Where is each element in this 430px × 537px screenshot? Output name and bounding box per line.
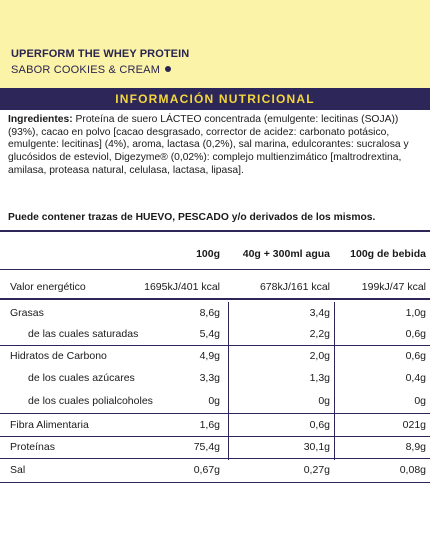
fiber-serving: 0,6g [309,419,330,431]
saturated-serving: 2,2g [309,328,330,340]
sugars-serving: 1,3g [309,372,330,384]
saturated-100g: 5,4g [199,328,220,340]
product-flavor [11,64,171,76]
energy-rule [0,298,430,300]
fats-100g-drink: 1,0g [405,307,426,319]
polyols-100g-drink: 0g [414,395,426,407]
ingredients-block [8,114,426,178]
energy-100g-drink: 199kJ/47 kcal [361,281,426,293]
fats-rule [0,345,430,346]
salt-100g: 0,67g [193,464,220,476]
allergen-traces: Puede contener trazas de HUEVO, PESCADO y/o derivados de los mismos. [8,212,376,223]
protein-serving: 30,1g [303,441,330,453]
polyols-100g: 0g [208,395,220,407]
salt-serving: 0,27g [303,464,330,476]
protein-rule [0,458,430,459]
protein-100g: 75,4g [193,441,220,453]
row-label-saturated: de las cuales saturadas [28,328,139,340]
fiber-100g: 1,6g [199,419,220,431]
fiber-rule [0,436,430,437]
row-label-energy: Valor energético [10,281,86,293]
carbs-100g-drink: 0,6g [405,350,426,362]
saturated-100g-drink: 0,6g [405,328,426,340]
salt-100g-drink: 0,08g [399,464,426,476]
header-rule [0,269,430,270]
polyols-serving: 0g [318,395,330,407]
protein-100g-drink: 8,9g [405,441,426,453]
energy-100g: 1695kJ/401 kcal [144,281,220,293]
table-bottom-rule [0,482,430,483]
table-top-rule [0,230,430,232]
carbs-rule [0,413,430,414]
row-label-sugars: de los cuales azúcares [28,372,135,384]
energy-serving: 678kJ/161 kcal [259,281,330,293]
col-header-100g-drink: 100g de bebida [350,248,426,260]
bullet-dot-icon [165,66,171,72]
product-title: UPERFORM THE WHEY PROTEIN [11,48,190,60]
carbs-serving: 2,0g [309,350,330,362]
row-label-fats: Grasas [10,307,44,319]
row-label-carbs: Hidratos de Carbono [10,350,107,362]
ingredients-text: Proteína de suero LÁCTEO concentrada (emulgente: lecitinas (SOJA)) (93%), cacao en polvo [cacao desgrasado, corrector de acidez: carbonato potásico, emulgente: lecitinas] (4%), aroma, lactasa (0,2%), sal marina, edulcorantes: sucralosa y glucósidos de esteviol, Digezyme® (0,02%): complejo multienzimático [maltrodrextina, amilasa, proteasa natural, celulasa, lactasa, lipasa]. [8,114,409,176]
sugars-100g: 3,3g [199,372,220,384]
fats-100g: 8,6g [199,307,220,319]
sugars-100g-drink: 0,4g [405,372,426,384]
fiber-100g-drink: 021g [402,419,426,431]
row-label-protein: Proteínas [10,441,55,453]
fats-serving: 3,4g [309,307,330,319]
col-header-100g: 100g [196,248,220,260]
carbs-100g: 4,9g [199,350,220,362]
row-label-salt: Sal [10,464,26,476]
row-label-polyols: de los cuales polialcoholes [28,395,153,407]
ingredients-heading: Ingredientes: [8,114,73,125]
col-header-serving: 40g + 300ml agua [242,248,330,260]
row-label-fiber: Fibra Alimentaria [10,419,89,431]
nutrition-info-banner: INFORMACIÓN NUTRICIONAL [0,88,430,110]
product-flavor-label: SABOR COOKIES & CREAM [11,64,161,76]
